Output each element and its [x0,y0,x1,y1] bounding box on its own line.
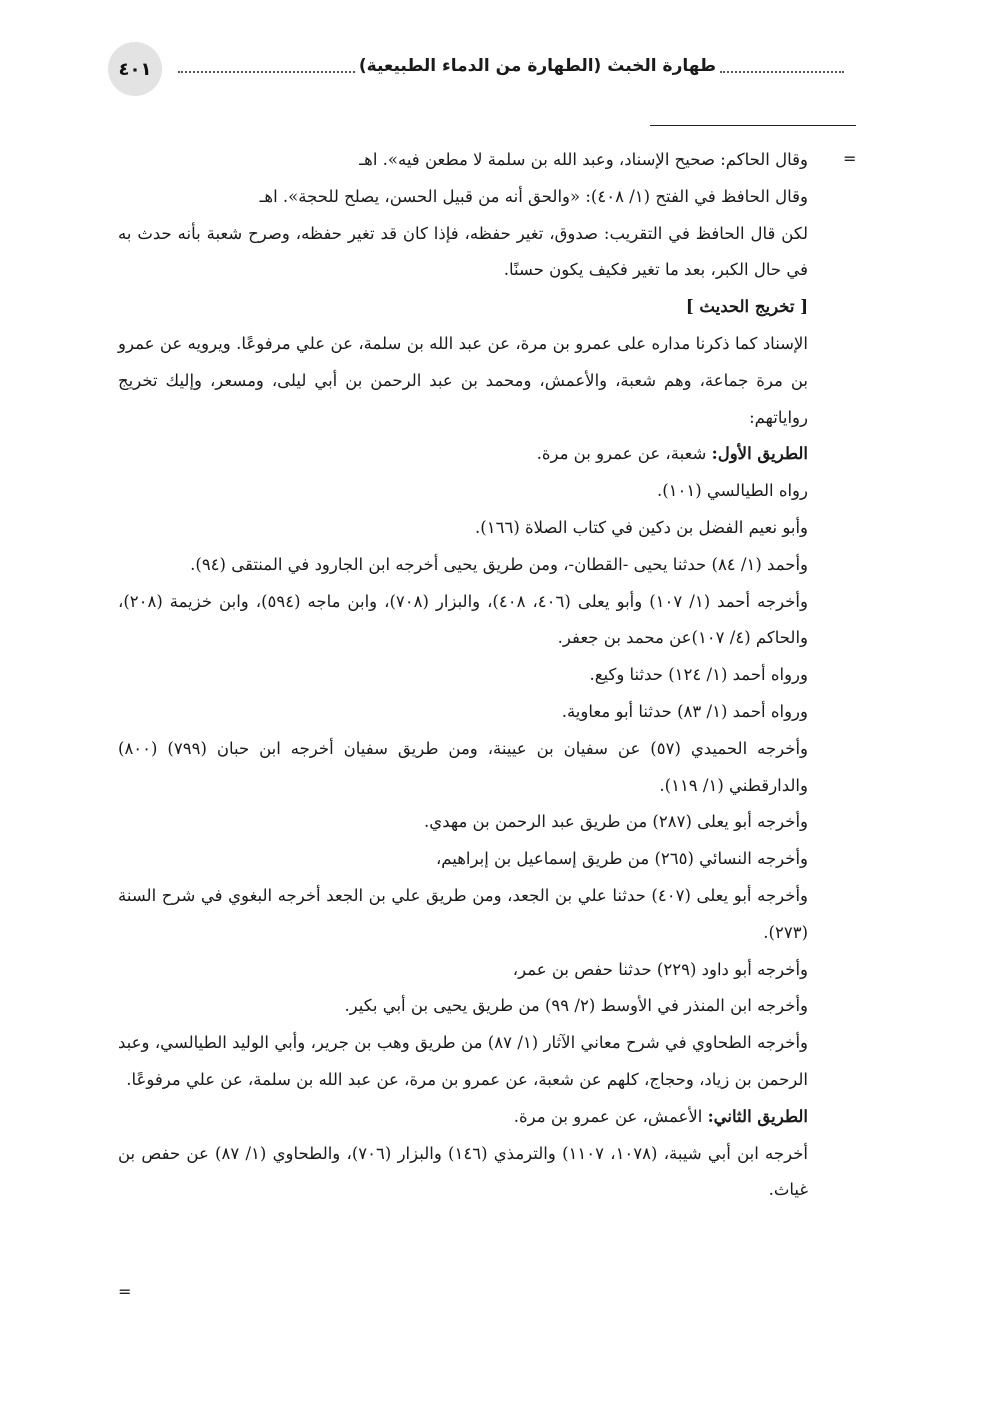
paragraph: الطريق الأول: شعبة، عن عمرو بن مرة. [536,444,808,464]
paragraph: وأخرجه النسائي (٢٦٥) من طريق إسماعيل بن إبراهيم، [435,849,808,869]
header-leader-dots-left [178,59,355,73]
page-number: ٤٠١ [108,42,162,96]
header-leader-dots-right [720,59,844,73]
section-heading: [ تخريج الحديث ] [685,297,808,317]
paragraph: ورواه أحمد (١/ ٨٣) حدثنا أبو معاوية. [561,701,808,721]
paragraph: وأخرجه أبو داود (٢٢٩) حدثنا حفص بن عمر، [512,959,808,979]
paragraph: وأبو نعيم الفضل بن دكين في كتاب الصلاة (١٦٦). [475,517,808,537]
paragraph: لكن قال الحافظ في التقريب: صدوق، تغير حفظه، فإذا كان قد تغير حفظه، وصرح شعبة بأنه حدث به في حال الكبر، بعد ما تغير فكيف يكون حسنًا. [118,223,808,280]
paragraph: وأخرجه أحمد (١/ ١٠٧) وأبو يعلى (٤٠٦، ٤٠٨)، والبزار (٧٠٨)، وابن ماجه (٥٩٤)، وابن خزيمة (٢٠٨)، والحاكم (٤/ ١٠٧)عن محمد بن جعفر. [118,591,808,648]
paragraph: وأخرجه أبو يعلى (٢٨٧) من طريق عبد الرحمن بن مهدي. [424,812,808,832]
paragraph: ورواه أحمد (١/ ١٢٤) حدثنا وكيع. [589,665,808,685]
route-label: الطريق الثاني: [707,1106,808,1126]
paragraph: وأخرجه الحميدي (٥٧) عن سفيان بن عيينة، ومن طريق سفيان أخرجه ابن حبان (٧٩٩) (٨٠٠) والدارقطني (١/ ١١٩). [118,738,809,795]
paragraph: وأخرجه ابن المنذر في الأوسط (٢/ ٩٩) من طريق يحيى بن أبي بكير. [344,996,808,1016]
paragraph: رواه الطيالسي (١٠١). [656,481,808,501]
footnote-separator [650,125,856,126]
paragraph: أخرجه ابن أبي شيبة، (١٠٧٨، ١١٠٧) والترمذي (١٤٦) والبزار (٧٠٦)، والطحاوي (١/ ٨٧) عن حفص بن غياث. [118,1143,808,1200]
paragraph: وقال الحافظ في الفتح (١/ ٤٠٨): «والحق أنه من قبيل الحسن، يصلح للحجة». اهـ [259,186,808,206]
paragraph: الإسناد كما ذكرنا مداره على عمرو بن مرة، عن عبد الله بن سلمة، عن علي مرفوعًا. ويرويه عن عمرو بن مرة جماعة، وهم شعبة، والأعمش، ومحمد بن عبد الرحمن بن أبي ليلى، ومسعر، وإليك تخريج رواياتهم: [118,333,808,427]
page-header [108,42,848,98]
footnote-body [118,142,808,1209]
paragraph: وأخرجه الطحاوي في شرح معاني الآثار (١/ ٨٧) من طريق وهب بن جرير، وأبي الوليد الطيالسي، وعبد الرحمن بن زياد، وحجاج، كلهم عن شعبة، عن عمرو بن مرة، عن عبد الله بن سلمة، عن علي مرفوعًا. [118,1033,808,1089]
paragraph: الطريق الثاني: الأعمش، عن عمرو بن مرة. [513,1106,808,1126]
route-label: الطريق الأول: [711,444,808,464]
running-header-title: طهارة الخبث (الطهارة من الدماء الطبيعية) [358,56,716,76]
continuation-mark-bottom: = [118,1282,132,1301]
continuation-mark-top: = [843,149,857,168]
paragraph: وقال الحاكم: صحيح الإسناد، وعبد الله بن سلمة لا مطعن فيه». اهـ [359,150,808,169]
paragraph: وأحمد (١/ ٨٤) حدثنا يحيى -القطان-، ومن طريق يحيى أخرجه ابن الجارود في المنتقى (٩٤). [190,554,808,574]
paragraph: وأخرجه أبو يعلى (٤٠٧) حدثنا علي بن الجعد، ومن طريق علي بن الجعد أخرجه البغوي في شرح السنة (٢٧٣). [118,885,808,942]
running-header [174,56,848,76]
